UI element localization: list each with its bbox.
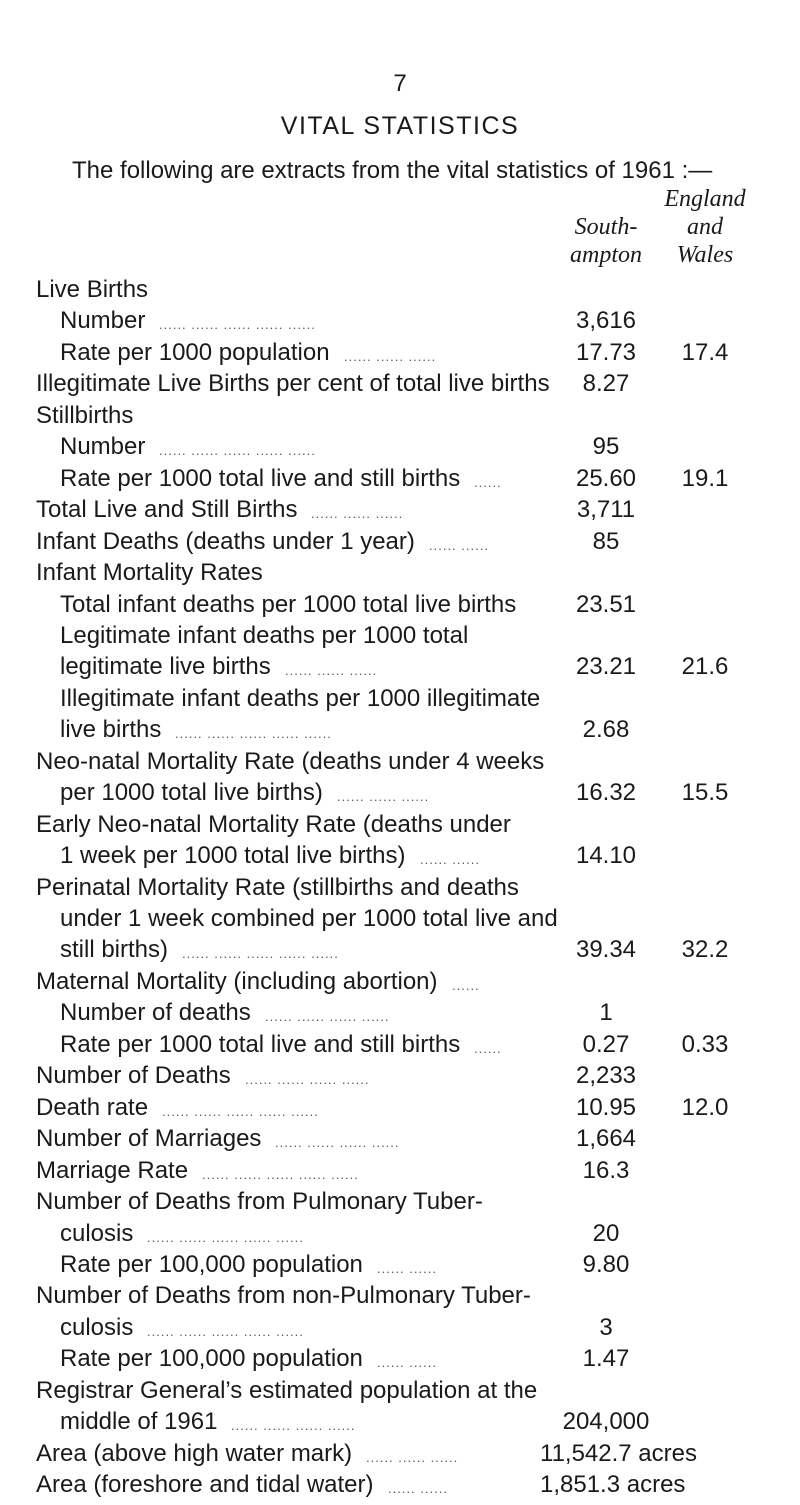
southampton-value: 1,664 (575, 1125, 637, 1153)
england-wales-value: 0.33 (681, 1030, 729, 1058)
england-wales-value: 17.4 (681, 338, 729, 366)
row-label: still births) (60, 936, 169, 964)
table-row (0, 1157, 800, 1191)
leader-dots: ...... ...... (429, 537, 489, 553)
table-row (0, 936, 800, 970)
table-row (0, 1094, 800, 1128)
row-label: middle of 1961 (60, 1408, 218, 1436)
leader-dots: ...... ...... (377, 1260, 437, 1276)
row-label: Death rate (36, 1093, 149, 1121)
column-header-england-3: Wales (676, 242, 734, 268)
row-label: Area (foreshore and tidal water) (36, 1471, 374, 1499)
row-label: Live Births (36, 276, 149, 303)
table-row (0, 842, 800, 876)
leader-dots: ...... (452, 977, 480, 993)
table-row (0, 1220, 800, 1254)
southampton-value: 3 (599, 1313, 613, 1341)
leader-dots: ...... (474, 1040, 502, 1056)
row-label: Area (above high water mark) (36, 1439, 353, 1467)
table-row (0, 1377, 800, 1411)
table-row (0, 653, 800, 687)
row-label: 1 week per 1000 total live births) (60, 842, 406, 870)
row-label: legitimate live births (60, 653, 271, 681)
table-row (0, 874, 800, 908)
table-row (0, 1408, 800, 1442)
table-row (0, 1440, 800, 1474)
row-label: culosis (60, 1313, 134, 1341)
southampton-value: 1 (599, 999, 613, 1027)
table-row (0, 1188, 800, 1222)
table-row (0, 999, 800, 1033)
southampton-value: 14.10 (575, 842, 637, 870)
leader-dots: ...... ...... ...... ...... ...... (175, 726, 332, 742)
leader-dots: ...... ...... ...... ...... ...... (202, 1166, 359, 1182)
southampton-value: 1.47 (582, 1345, 630, 1373)
leader-dots: ...... ...... ...... ...... ...... (162, 1103, 319, 1119)
southampton-value: 23.51 (575, 590, 637, 618)
row-label: Illegitimate infant deaths per 1000 illegitimate (60, 684, 541, 712)
table-row (0, 465, 800, 499)
row-label: Infant Mortality Rates (36, 559, 263, 587)
leader-dots: ...... ...... ...... ...... (265, 1009, 390, 1025)
table-row (0, 433, 800, 467)
table-row (0, 1314, 800, 1348)
southampton-value: 17.73 (575, 338, 637, 366)
table-row (0, 1251, 800, 1285)
leader-dots: ...... ...... (377, 1355, 437, 1371)
table-row (0, 496, 800, 530)
row-label: Illegitimate Live Births per cent of total live births (36, 370, 550, 398)
row-label: Marriage Rate (36, 1156, 189, 1184)
england-wales-value: 21.6 (681, 653, 729, 681)
table-row (0, 779, 800, 813)
intro-text: The following are extracts from the vital statistics of 1961 :— (72, 157, 713, 184)
table-row (0, 528, 800, 562)
leader-dots: ...... ...... ...... (337, 789, 430, 805)
row-label: Number (60, 307, 146, 335)
table-row (0, 1345, 800, 1379)
southampton-value: 23.21 (575, 653, 637, 681)
leader-dots: ...... ...... (420, 852, 480, 868)
leader-dots: ...... ...... ...... ...... (245, 1072, 370, 1088)
table-row (0, 811, 800, 845)
leader-dots: ...... ...... ...... (366, 1449, 459, 1465)
table-row (0, 622, 800, 656)
row-label: per 1000 total live births) (60, 779, 323, 807)
table-row (0, 1031, 800, 1065)
row-label: Infant Deaths (deaths under 1 year) (36, 527, 415, 555)
southampton-value: 9.80 (582, 1250, 630, 1278)
row-label: Rate per 1000 total live and still births (60, 464, 461, 492)
southampton-value: 0.27 (582, 1030, 630, 1058)
southampton-value: 204,000 (562, 1408, 650, 1436)
column-header-southampton-2: ampton (570, 242, 642, 268)
southampton-value: 2.68 (582, 716, 630, 744)
southampton-value: 3,711 (576, 496, 636, 524)
table-row (0, 748, 800, 782)
row-label: Stillbirths (36, 401, 134, 429)
southampton-value: 25.60 (575, 464, 637, 492)
page-title: VITAL STATISTICS (280, 112, 520, 140)
table-row (0, 559, 800, 593)
row-label: culosis (60, 1219, 134, 1247)
row-label: Maternal Mortality (including abortion) (36, 967, 438, 995)
table-row (0, 905, 800, 939)
row-label: Number of Deaths from non-Pulmonary Tuber- (36, 1282, 531, 1310)
southampton-value: 8.27 (582, 370, 630, 398)
table-row (0, 1125, 800, 1159)
leader-dots: ...... ...... ...... ...... ...... (182, 946, 339, 962)
leader-dots: ...... ...... ...... (344, 348, 437, 364)
row-label: Total Live and Still Births (36, 496, 298, 524)
row-label: Number of deaths (60, 999, 251, 1027)
southampton-value: 85 (592, 527, 620, 555)
leader-dots: ...... ...... ...... (285, 663, 378, 679)
leader-dots: ...... ...... ...... ...... ...... (159, 317, 316, 333)
row-label: Early Neo-natal Mortality Rate (deaths under (36, 810, 511, 838)
row-label: Number of Marriages (36, 1125, 262, 1153)
column-header-england-2: and (687, 214, 723, 240)
row-label: Rate per 1000 population (60, 338, 330, 366)
leader-dots: ...... ...... ...... ...... (275, 1135, 400, 1151)
table-row (0, 276, 800, 310)
southampton-value: 16.3 (582, 1156, 630, 1184)
row-label: Number of Deaths (36, 1062, 231, 1090)
southampton-value: 11,542.7 acres (540, 1439, 697, 1467)
table-row (0, 1282, 800, 1316)
leader-dots: ...... ...... (388, 1481, 448, 1497)
southampton-value: 39.34 (575, 936, 637, 964)
england-wales-value: 32.2 (681, 936, 729, 964)
row-label: Rate per 1000 total live and still births (60, 1030, 461, 1058)
table-row (0, 339, 800, 373)
leader-dots: ...... ...... ...... ...... ...... (147, 1323, 304, 1339)
row-label: Number (60, 433, 146, 461)
leader-dots: ...... ...... ...... ...... (231, 1418, 356, 1434)
southampton-value: 95 (592, 433, 620, 461)
column-header-england-1: England (664, 186, 746, 212)
table-row (0, 1062, 800, 1096)
row-label: Registrar General’s estimated population at the (36, 1376, 538, 1404)
table-row (0, 402, 800, 436)
southampton-value: 3,616 (575, 307, 637, 335)
england-wales-value: 19.1 (681, 464, 729, 492)
page-number: 7 (393, 70, 407, 97)
table-row (0, 370, 800, 404)
row-label: Legitimate infant deaths per 1000 total (60, 621, 469, 649)
southampton-value: 2,233 (575, 1062, 637, 1090)
leader-dots: ...... ...... ...... ...... ...... (147, 1229, 304, 1245)
leader-dots: ...... ...... ...... (311, 506, 404, 522)
row-label: under 1 week combined per 1000 total live and (60, 905, 558, 932)
table-row (0, 685, 800, 719)
row-label: Neo-natal Mortality Rate (deaths under 4 weeks (36, 747, 545, 775)
table-row (0, 307, 800, 341)
leader-dots: ...... ...... ...... ...... ...... (159, 443, 316, 459)
leader-dots: ...... (474, 474, 502, 490)
column-header-southampton-1: South- (574, 214, 638, 240)
southampton-value: 1,851.3 acres (540, 1471, 686, 1499)
southampton-value: 20 (592, 1219, 620, 1247)
table-row (0, 716, 800, 750)
row-label: live births (60, 716, 162, 744)
england-wales-value: 15.5 (681, 779, 729, 807)
southampton-value: 10.95 (575, 1093, 637, 1121)
table-row (0, 591, 800, 625)
row-label: Rate per 100,000 population (60, 1250, 363, 1278)
row-label: Total infant deaths per 1000 total live births (60, 590, 517, 618)
southampton-value: 16.32 (575, 779, 637, 807)
row-label: Perinatal Mortality Rate (stillbirths and deaths (36, 873, 519, 901)
row-label: Rate per 100,000 population (60, 1345, 363, 1373)
table-row (0, 968, 800, 1002)
table-row (0, 1471, 800, 1505)
row-label: Number of Deaths from Pulmonary Tuber- (36, 1188, 483, 1216)
england-wales-value: 12.0 (681, 1093, 729, 1121)
